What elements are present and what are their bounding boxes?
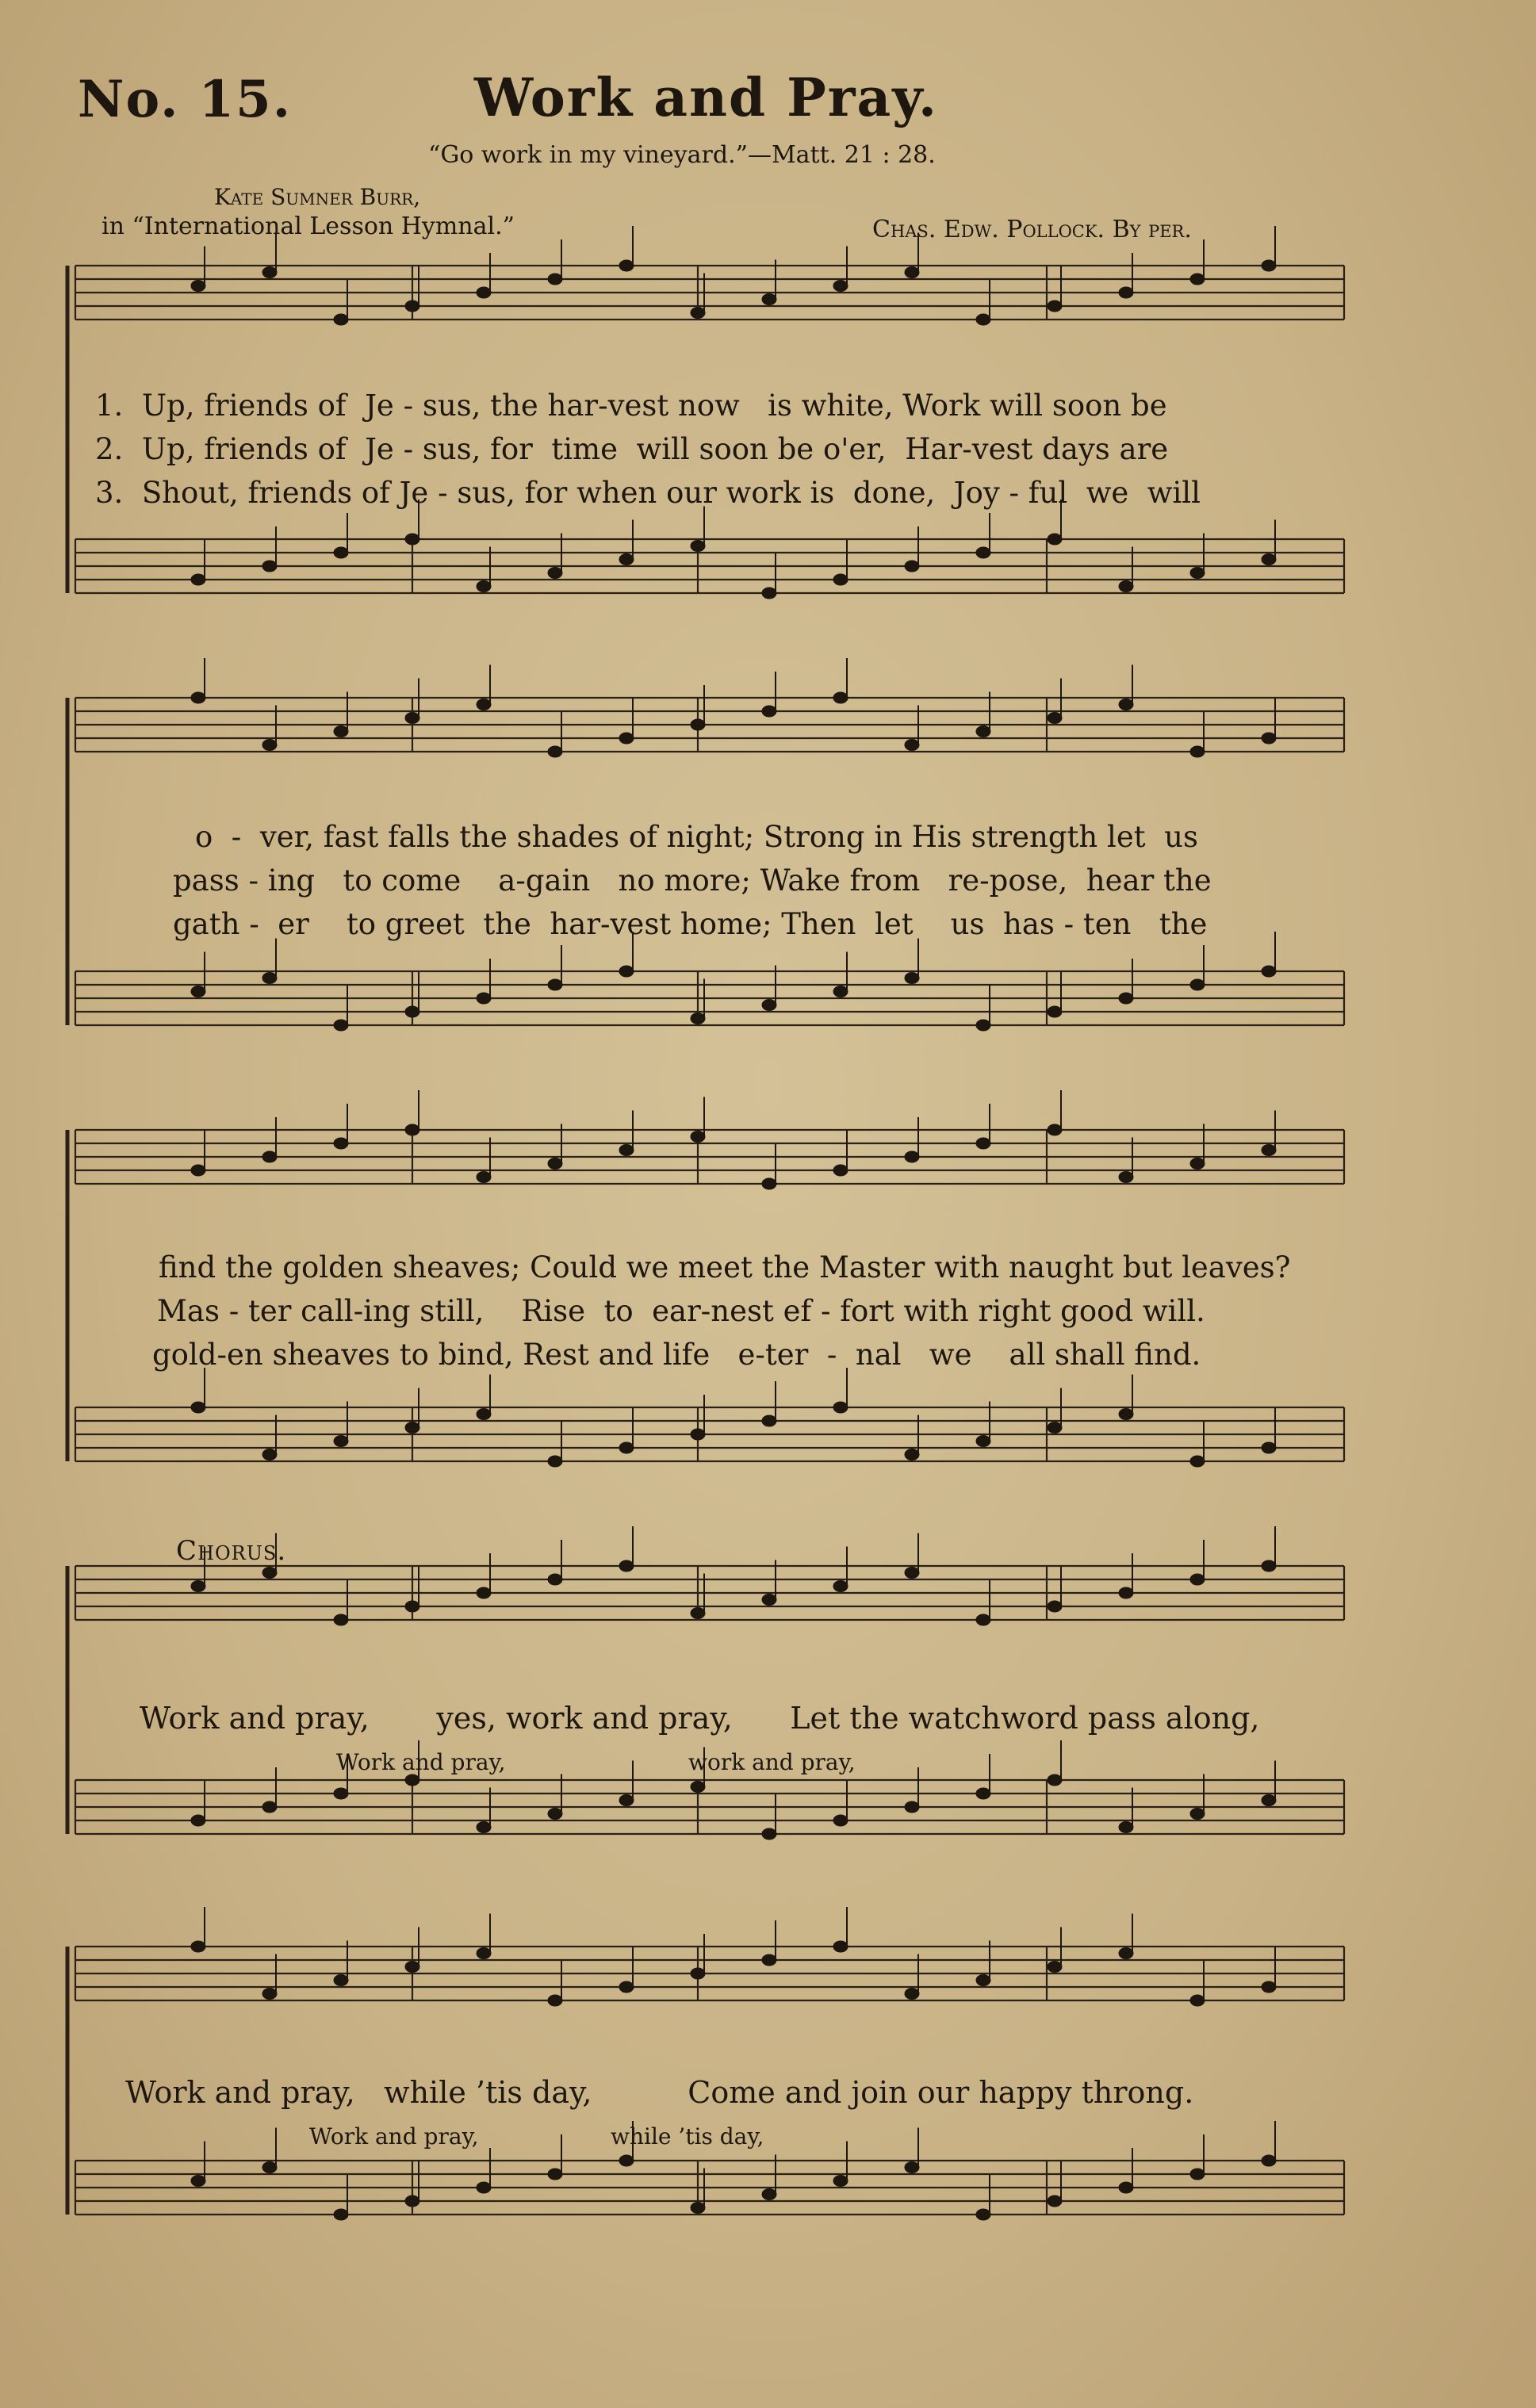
note-head — [1262, 966, 1276, 977]
note-head — [833, 1815, 848, 1826]
note-head — [548, 568, 562, 579]
note-head — [334, 1020, 348, 1031]
note-head — [1048, 1601, 1062, 1612]
note-head — [905, 1449, 919, 1460]
note-head — [191, 986, 205, 997]
note-head — [1262, 1442, 1276, 1453]
note-head — [1262, 1560, 1276, 1572]
note-head — [405, 301, 419, 312]
note-head — [833, 574, 848, 585]
note-head — [691, 1131, 705, 1143]
note-head — [191, 574, 205, 585]
system1-verse3: 3. Shout, friends of Je - sus, for when our work is done, Joy - ful we will — [95, 476, 1201, 510]
note-head — [691, 1968, 705, 1979]
note-head — [833, 1941, 848, 1952]
note-head — [976, 1020, 990, 1031]
note-head — [334, 2209, 348, 2220]
note-head — [334, 547, 348, 558]
system3-verse1: find the golden sheaves; Could we meet the Master with naught but leaves? — [159, 1250, 1291, 1284]
note-head — [477, 699, 491, 710]
note-head — [762, 294, 776, 305]
note-head — [1119, 581, 1133, 592]
note-head — [619, 260, 634, 271]
note-head — [405, 534, 419, 545]
chorus-cue2b: while ’tis day, — [611, 2123, 764, 2150]
note-head — [191, 1581, 205, 1592]
note-head — [405, 2196, 419, 2207]
note-head — [548, 1809, 562, 1820]
note-head — [1048, 1962, 1062, 1973]
note-head — [548, 1456, 562, 1467]
note-head — [405, 1422, 419, 1434]
note-head — [905, 973, 919, 984]
note-head — [1119, 699, 1133, 710]
note-head — [405, 1962, 419, 1973]
note-head — [976, 1614, 990, 1625]
note-head — [191, 692, 205, 703]
note-head — [905, 1151, 919, 1162]
note-head — [334, 1436, 348, 1447]
note-head — [833, 1581, 848, 1592]
note-head — [262, 561, 277, 572]
note-head — [1190, 274, 1205, 285]
note-head — [833, 692, 848, 703]
note-head — [976, 1436, 990, 1447]
system2-verse1: o - ver, fast falls the shades of night; Strong in His strength let us — [195, 820, 1198, 854]
chorus-cue1a: Work and pray, — [336, 1749, 506, 1775]
note-head — [548, 274, 562, 285]
note-head — [833, 986, 848, 997]
note-head — [1190, 2169, 1205, 2180]
note-head — [477, 1822, 491, 1833]
note-head — [619, 2155, 634, 2166]
note-head — [405, 713, 419, 724]
note-head — [477, 2182, 491, 2193]
note-head — [262, 1449, 277, 1460]
note-head — [762, 1415, 776, 1426]
note-head — [762, 1954, 776, 1966]
note-head — [334, 726, 348, 737]
note-head — [905, 267, 919, 278]
note-head — [905, 1568, 919, 1579]
note-head — [262, 2162, 277, 2173]
note-head — [191, 1165, 205, 1176]
note-head — [762, 1000, 776, 1011]
note-head — [477, 1587, 491, 1598]
note-head — [1048, 1124, 1062, 1135]
note-head — [1048, 2196, 1062, 2207]
note-head — [191, 1815, 205, 1826]
note-head — [334, 1138, 348, 1149]
note-head — [619, 1981, 634, 1993]
note-head — [833, 1165, 848, 1176]
chorus-label: Chorus. — [176, 1535, 287, 1567]
note-head — [619, 1560, 634, 1572]
note-head — [619, 1442, 634, 1453]
chorus-cue1b: work and pray, — [688, 1749, 856, 1775]
note-head — [1262, 1981, 1276, 1993]
note-head — [691, 541, 705, 552]
note-head — [262, 1989, 277, 2000]
note-head — [477, 993, 491, 1004]
note-head — [691, 2203, 705, 2214]
system3-verse2: Mas - ter call-ing still, Rise to ear-nest ef - fort with right good will. — [157, 1294, 1205, 1328]
note-head — [1119, 2182, 1133, 2193]
chorus-cue2a: Work and pray, — [309, 2123, 479, 2150]
note-head — [762, 1178, 776, 1189]
note-head — [548, 979, 562, 990]
note-head — [762, 1594, 776, 1606]
note-head — [691, 1608, 705, 1619]
note-head — [691, 1013, 705, 1024]
note-head — [262, 740, 277, 751]
note-head — [477, 1948, 491, 1959]
note-head — [762, 706, 776, 717]
note-head — [691, 719, 705, 730]
note-head — [262, 1151, 277, 1162]
note-head — [405, 1601, 419, 1612]
note-head — [1190, 1574, 1205, 1585]
system1-verse1: 1. Up, friends of Je - sus, the har-vest now is white, Work will soon be — [95, 389, 1167, 423]
note-head — [1119, 1409, 1133, 1420]
note-head — [548, 1995, 562, 2006]
note-head — [334, 1975, 348, 1986]
note-head — [1262, 554, 1276, 565]
note-head — [1119, 1822, 1133, 1833]
note-head — [691, 308, 705, 319]
note-head — [691, 1782, 705, 1793]
note-head — [833, 2176, 848, 2187]
note-head — [1190, 746, 1205, 757]
note-head — [905, 561, 919, 572]
note-head — [833, 1402, 848, 1413]
author-credit: Kate Sumner Burr, — [214, 184, 421, 210]
note-head — [548, 1158, 562, 1170]
note-head — [976, 1138, 990, 1149]
note-head — [691, 1429, 705, 1440]
note-head — [1262, 1795, 1276, 1806]
chorus-line1: Work and pray, yes, work and pray, Let the watchword pass along, — [140, 1701, 1260, 1736]
note-head — [477, 1172, 491, 1183]
composer-credit: Chas. Edw. Pollock. By per. — [872, 216, 1192, 243]
note-head — [762, 588, 776, 599]
note-head — [1048, 1422, 1062, 1434]
source-credit: in “International Lesson Hymnal.” — [102, 212, 515, 240]
note-head — [619, 554, 634, 565]
system2-verse2: pass - ing to come a-gain no more; Wake from re-pose, hear the — [173, 863, 1212, 898]
note-head — [1190, 1809, 1205, 1820]
note-head — [905, 1989, 919, 2000]
note-head — [976, 314, 990, 325]
note-head — [1119, 1587, 1133, 1598]
note-head — [191, 1941, 205, 1952]
note-head — [619, 1145, 634, 1156]
note-head — [334, 314, 348, 325]
hymn-number: No. 15. — [78, 70, 292, 129]
note-head — [905, 1801, 919, 1813]
note-head — [334, 1788, 348, 1799]
note-head — [477, 581, 491, 592]
note-head — [1262, 733, 1276, 744]
note-head — [191, 1402, 205, 1413]
system1-verse2: 2. Up, friends of Je - sus, for time will soon be o'er, Har-vest days are — [95, 432, 1169, 466]
note-head — [1048, 1774, 1062, 1786]
note-head — [262, 1568, 277, 1579]
note-head — [191, 281, 205, 292]
note-head — [1190, 1995, 1205, 2006]
note-head — [619, 1795, 634, 1806]
note-head — [976, 726, 990, 737]
note-head — [405, 1124, 419, 1135]
system3-verse3: gold-en sheaves to bind, Rest and life e-ter - nal we all shall find. — [152, 1338, 1201, 1372]
note-head — [1190, 1158, 1205, 1170]
note-head — [1190, 979, 1205, 990]
note-head — [548, 1574, 562, 1585]
note-head — [762, 2189, 776, 2200]
note-head — [905, 2162, 919, 2173]
note-head — [477, 1409, 491, 1420]
note-head — [976, 1788, 990, 1799]
note-head — [1119, 287, 1133, 298]
note-head — [833, 281, 848, 292]
note-head — [477, 287, 491, 298]
note-head — [1262, 1145, 1276, 1156]
note-head — [1048, 1006, 1062, 1017]
epigraph: “Go work in my vineyard.”—Matt. 21 : 28. — [428, 141, 936, 169]
note-head — [1048, 534, 1062, 545]
note-head — [976, 2209, 990, 2220]
note-head — [619, 733, 634, 744]
note-head — [262, 1801, 277, 1813]
note-head — [262, 267, 277, 278]
note-head — [619, 966, 634, 977]
note-head — [762, 1828, 776, 1839]
note-head — [1119, 993, 1133, 1004]
note-head — [548, 746, 562, 757]
note-head — [1119, 1172, 1133, 1183]
chorus-line2: Work and pray, while ’tis day, Come and join our happy throng. — [125, 2075, 1194, 2110]
note-head — [1119, 1948, 1133, 1959]
note-head — [976, 1975, 990, 1986]
note-head — [1048, 713, 1062, 724]
note-head — [1190, 1456, 1205, 1467]
note-head — [262, 973, 277, 984]
note-head — [1262, 260, 1276, 271]
note-head — [334, 1614, 348, 1625]
note-head — [1262, 2155, 1276, 2166]
note-head — [1190, 568, 1205, 579]
note-head — [905, 740, 919, 751]
note-head — [405, 1006, 419, 1017]
system2-verse3: gath - er to greet the har-vest home; Then let us has - ten the — [173, 907, 1208, 941]
note-head — [405, 1774, 419, 1786]
note-head — [548, 2169, 562, 2180]
note-head — [191, 2176, 205, 2187]
hymn-title: Work and Pray. — [474, 67, 939, 128]
note-head — [976, 547, 990, 558]
note-head — [1048, 301, 1062, 312]
